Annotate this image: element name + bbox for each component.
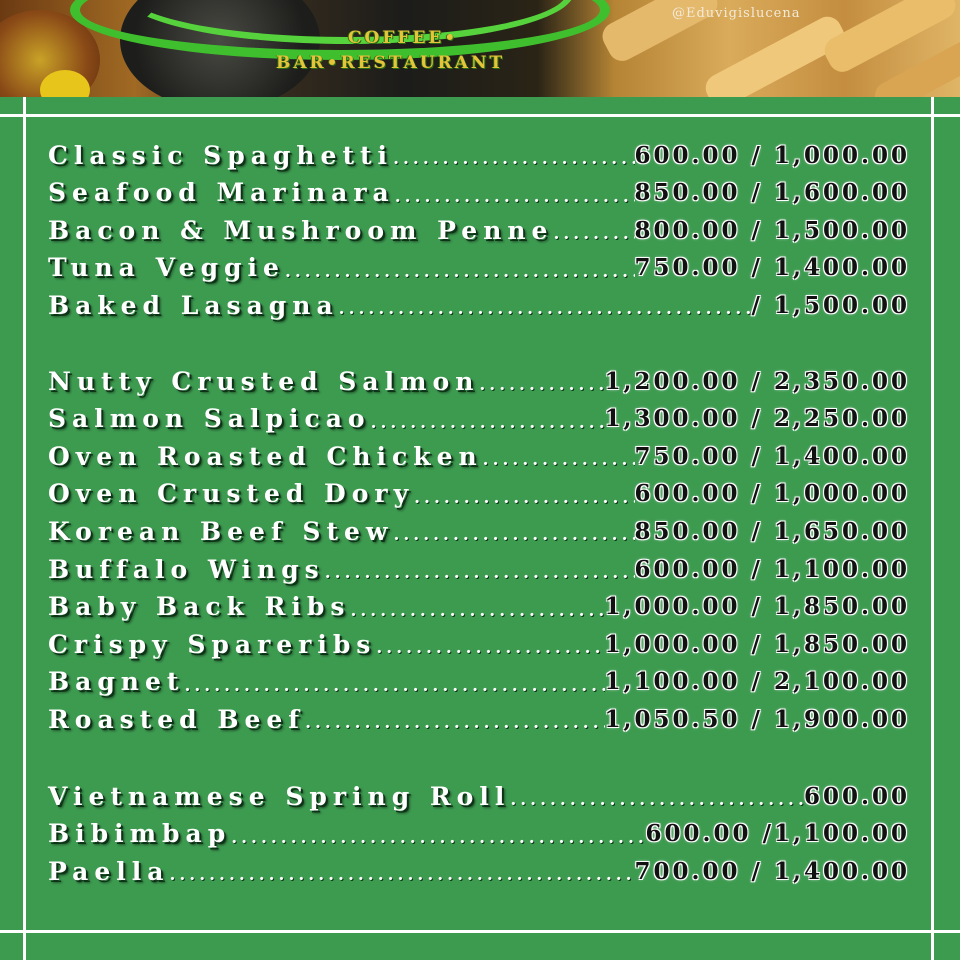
menu-item-price: 600.00 / 1,000.00 <box>634 480 910 508</box>
menu-item-name: Salmon Salpicao <box>48 404 371 434</box>
social-handle: @Eduvigislucena <box>672 6 801 21</box>
header-banner <box>0 0 960 97</box>
menu-item-row <box>48 626 910 662</box>
menu-item-name: Bibimbap <box>48 819 232 849</box>
frame-right-line <box>931 97 934 960</box>
menu-item-row <box>48 250 910 286</box>
dot-leader <box>483 450 635 470</box>
dot-leader <box>479 375 604 395</box>
menu-item-price: 1,000.00 / 1,850.00 <box>604 630 910 658</box>
frame-top-line <box>0 114 960 117</box>
dot-leader <box>393 525 634 545</box>
menu-item-row <box>48 701 910 737</box>
menu-item-price: 1,000.00 / 1,850.00 <box>604 593 910 621</box>
dot-leader <box>184 676 604 696</box>
menu-item-row <box>48 816 910 852</box>
menu-item-row <box>48 513 910 549</box>
dot-leader <box>350 601 604 621</box>
menu-item-price: 600.00 / 1,100.00 <box>634 555 910 583</box>
dot-leader <box>414 488 634 508</box>
menu-item-row <box>48 853 910 889</box>
dot-leader <box>285 262 635 282</box>
menu-item-price: 750.00 / 1,400.00 <box>634 442 910 470</box>
menu-item-name: Baked Lasagna <box>48 290 339 320</box>
menu-item-price: / 1,500.00 <box>751 291 910 319</box>
menu-item-price: 1,300.00 / 2,250.00 <box>604 405 910 433</box>
dot-leader <box>231 828 645 848</box>
menu-item-row <box>48 438 910 474</box>
menu-item-name: Paella <box>48 856 170 886</box>
menu-item-row <box>48 551 910 587</box>
dot-leader <box>169 865 634 885</box>
dot-leader <box>371 413 605 433</box>
menu-item-name: Bagnet <box>48 667 185 697</box>
menu-item-name: Nutty Crusted Salmon <box>48 366 480 396</box>
menu-item-row <box>48 401 910 437</box>
dot-leader <box>393 149 634 169</box>
menu-item-price: 750.00 / 1,400.00 <box>634 254 910 282</box>
dot-leader <box>376 638 604 658</box>
menu-item-price: 600.00 / 1,000.00 <box>634 141 910 169</box>
menu-item-name: Seafood Marinara <box>48 178 395 208</box>
menu-item-name: Korean Beef Stew <box>48 516 394 546</box>
menu-item-row <box>48 664 910 700</box>
menu-item-name: Bacon & Mushroom Penne <box>48 215 554 245</box>
menu-item-row <box>48 589 910 625</box>
menu-item-price: 850.00 / 1,600.00 <box>634 179 910 207</box>
menu-item-name: Classic Spaghetti <box>48 140 394 170</box>
menu-item-name: Roasted Beef <box>48 704 306 734</box>
menu-item-row <box>48 476 910 512</box>
menu-item-row <box>48 212 910 248</box>
menu-item-row <box>48 175 910 211</box>
menu-item-row <box>48 778 910 814</box>
brand-line-coffee: COFFEE• <box>348 28 459 48</box>
menu-item-row <box>48 137 910 173</box>
frame-left-line <box>23 97 26 960</box>
brand-line-bar-restaurant: BAR•RESTAURANT <box>276 53 506 73</box>
menu-item-price: 600.00 <box>803 782 910 810</box>
menu-item-name: Oven Roasted Chicken <box>48 441 483 471</box>
dot-leader <box>553 224 634 244</box>
menu-item-name: Oven Crusted Dory <box>48 479 415 509</box>
menu-item-row <box>48 363 910 399</box>
dot-leader <box>325 563 635 583</box>
menu-item-name: Crispy Spareribs <box>48 629 377 659</box>
dot-leader <box>510 790 804 810</box>
dot-leader <box>339 299 752 319</box>
dot-leader <box>395 187 635 207</box>
menu-item-price: 700.00 / 1,400.00 <box>634 857 910 885</box>
dot-leader <box>305 713 604 733</box>
menu-item-name: Vietnamese Spring Roll <box>48 781 511 811</box>
menu-item-price: 1,100.00 / 2,100.00 <box>604 668 910 696</box>
menu-item-name: Tuna Veggie <box>48 253 285 283</box>
menu-item-price: 1,200.00 / 2,350.00 <box>604 367 910 395</box>
menu-item-name: Buffalo Wings <box>48 554 325 584</box>
frame-bottom-line <box>0 930 960 933</box>
menu-item-name: Baby Back Ribs <box>48 592 351 622</box>
menu-item-row <box>48 287 910 323</box>
menu-item-price: 850.00 / 1,650.00 <box>634 517 910 545</box>
menu-item-price: 600.00 /1,100.00 <box>645 820 910 848</box>
menu-item-price: 1,050.50 / 1,900.00 <box>604 705 910 733</box>
menu-item-price: 800.00 / 1,500.00 <box>634 216 910 244</box>
